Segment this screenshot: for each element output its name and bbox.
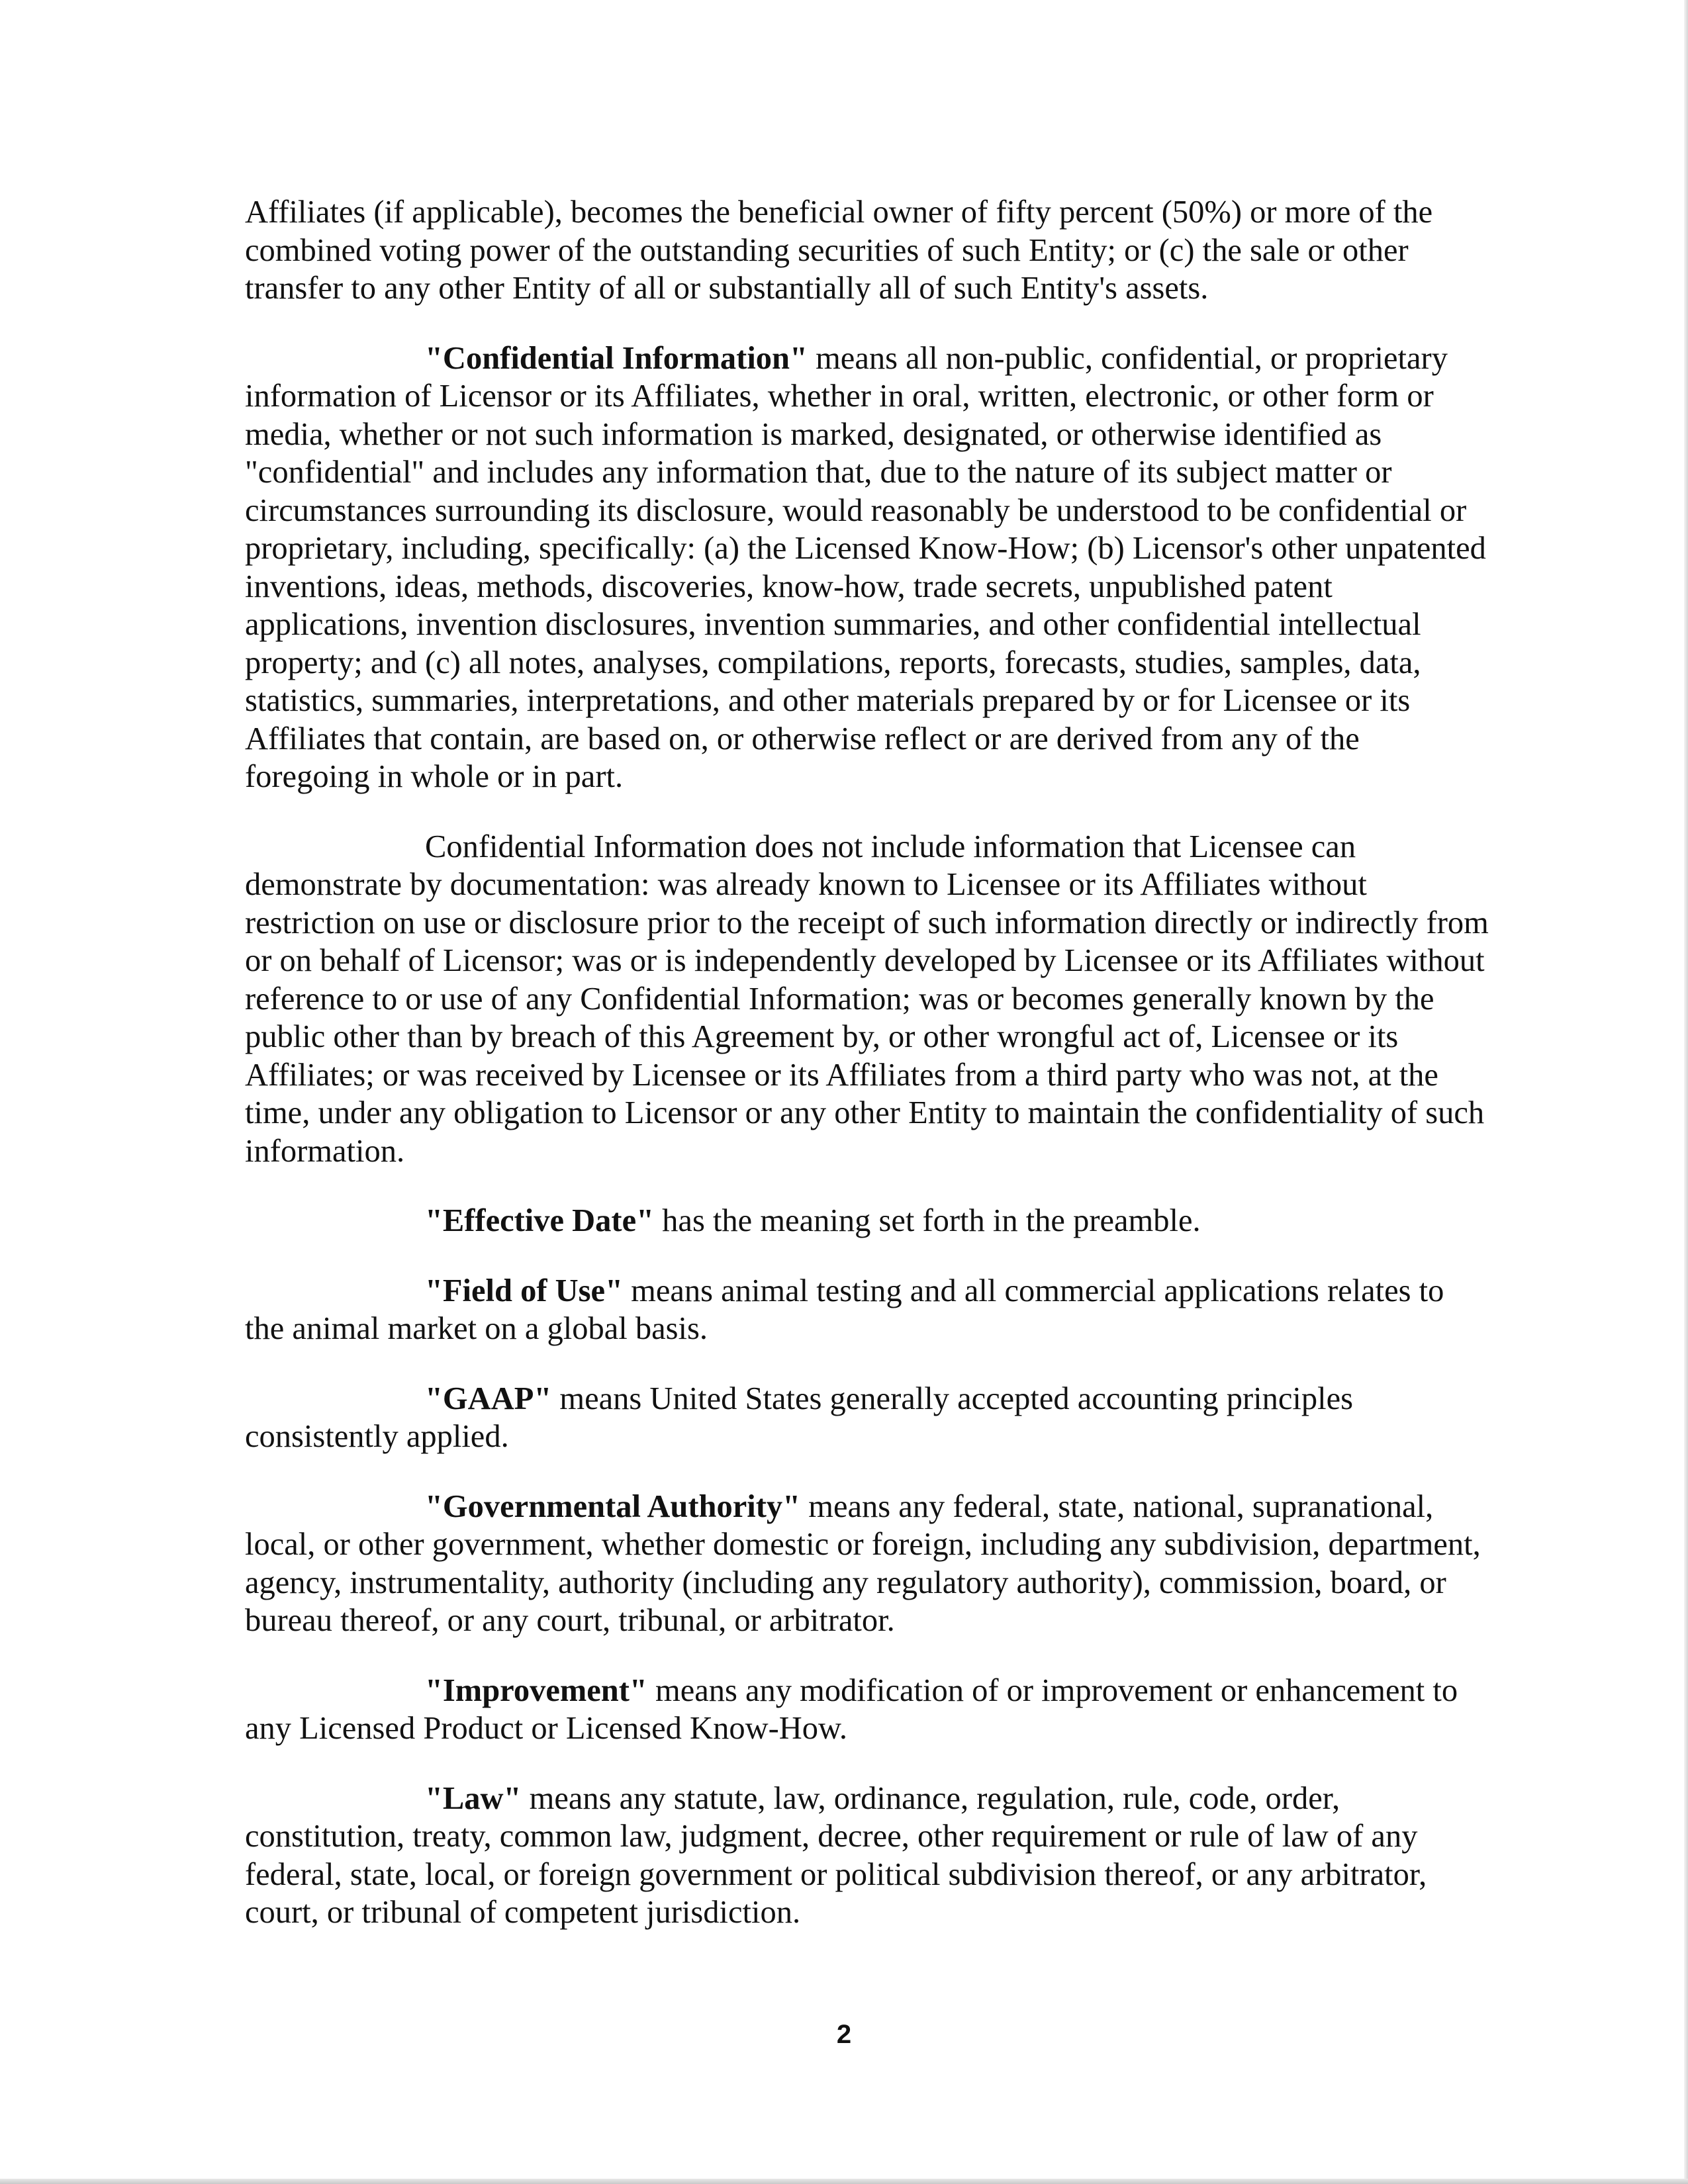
- definition-governmental-authority: [245, 1488, 1489, 1640]
- defined-term: "Confidential Information": [425, 340, 808, 376]
- page-number: 2: [836, 2020, 852, 2049]
- document-body: [245, 193, 1489, 1964]
- paragraph-text: Confidential Information does not include information that Licensee can demonstrate by documentation: was already known to Licensee or its Affiliates without restriction on use or disclosure prior to the receipt of such information directly or indirectly from or on behalf of Licensor; was or is independently developed by Licensee or its Affiliates without reference to or use of any Confidential Information; was or becomes generally known by the public other than by breach of this Agreement by, or other wrongful act of, Licensee or its Affiliates; or was received by Licensee or its Affiliates from a third party who was not, at the time, under any obligation to Licensor or any other Entity to maintain the confidentiality of such information.: [245, 829, 1489, 1169]
- paragraph-text: Affiliates (if applicable), becomes the beneficial owner of fifty percent (50%) or more of the combined voting power of the outstanding securities of such Entity; or (c) the sale or other transfer to any other Entity of all or substantially all of such Entity's assets.: [245, 195, 1433, 306]
- definition-text: means any statute, law, ordinance, regulation, rule, code, order, constitution, treaty, common law, judgment, decree, other requirement or rule of law of any federal, state, local, or foreign government or political subdivision thereof, or any arbitrator, court, or tribunal of competent jurisdiction.: [245, 1780, 1427, 1930]
- definition-effective-date: [245, 1202, 1489, 1240]
- paragraph-confidential-information-exclusions: [245, 828, 1489, 1171]
- definition-improvement: [245, 1672, 1489, 1748]
- definition-law: [245, 1780, 1489, 1932]
- scan-edge-bottom: [0, 2179, 1688, 2184]
- definition-text: has the meaning set forth in the preamble.: [654, 1203, 1201, 1238]
- definition-text: means any federal, state, national, supranational, local, or other government, whether domestic or foreign, including any subdivision, department, agency, instrumentality, authority (including any regulatory authority), commission, board, or bureau thereof, or any court, tribunal, or arbitrator.: [245, 1488, 1481, 1638]
- defined-term: "Improvement": [425, 1672, 647, 1708]
- paragraph-change-of-control-continuation: [245, 193, 1489, 308]
- defined-term: "Field of Use": [425, 1273, 624, 1308]
- definition-text: means all non-public, confidential, or proprietary information of Licensor or its Affiliates, whether in oral, written, electronic, or other form or media, whether or not such information is marked, designated, or otherwise identified as "confidential" and includes any information that, due to the nature of its subject matter or circumstances surrounding its disclosure, would reasonably be understood to be confidential or proprietary, including, specifically: (a) the Licensed Know-How; (b) Licensor's other unpatented inventions, ideas, methods, discoveries, know-how, trade secrets, unpublished patent applications, invention disclosures, invention summaries, and other confidential intellectual property; and (c) all notes, analyses, compilations, reports, forecasts, studies, samples, data, statistics, summaries, interpretations, and other materials prepared by or for Licensee or its Affiliates that contain, are based on, or otherwise reflect or are derived from any of the foregoing in whole or in part.: [245, 340, 1486, 794]
- defined-term: "Law": [425, 1780, 522, 1816]
- definition-text: means United States generally accepted accounting principles consistently applied.: [245, 1381, 1353, 1454]
- definition-text: means animal testing and all commercial applications relates to the animal market on a global basis.: [245, 1273, 1444, 1346]
- defined-term: "Effective Date": [425, 1203, 655, 1238]
- definition-field-of-use: [245, 1272, 1489, 1348]
- definition-text: means any modification of or improvement or enhancement to any Licensed Product or Licensed Know-How.: [245, 1672, 1458, 1746]
- defined-term: "Governmental Authority": [425, 1488, 801, 1524]
- definition-confidential-information: [245, 340, 1489, 796]
- scan-edge-right: [1684, 0, 1688, 2184]
- defined-term: "GAAP": [425, 1381, 552, 1416]
- definition-gaap: [245, 1380, 1489, 1456]
